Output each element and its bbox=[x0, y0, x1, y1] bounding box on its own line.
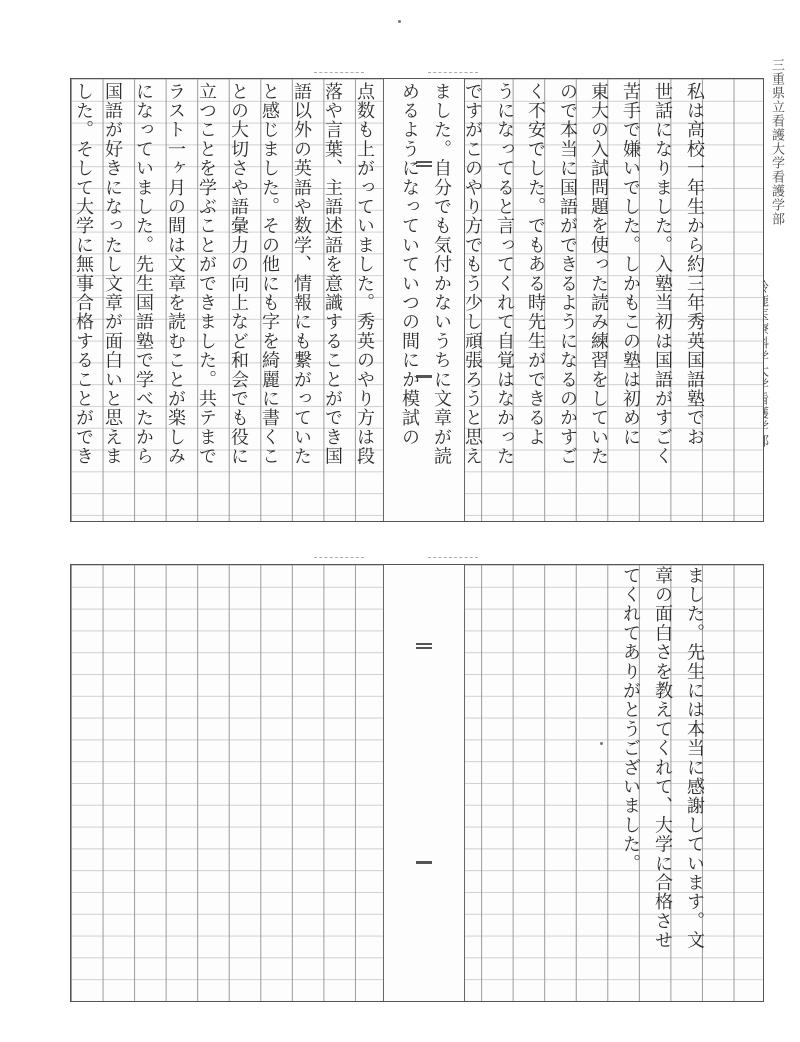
text-column: と感じました。その他にも字を綺麗に書くこ bbox=[259, 82, 280, 466]
text-column: 世話になりました。入塾当初は国語がすごく bbox=[652, 82, 673, 466]
sheet-gutter-top bbox=[383, 79, 465, 521]
text-column: 章の面白さを教えてくれて、大学に合格させ bbox=[652, 566, 673, 950]
text-column: ラスト一ヶ月の間は文章を読むことが楽しみ bbox=[165, 82, 186, 466]
text-column: になっていました。先生国語塾で学べたから bbox=[133, 82, 154, 466]
stray-dot bbox=[600, 742, 603, 745]
text-column: ですがこのやり方でもう少し頑張ろうと思え bbox=[462, 82, 483, 466]
stray-dot bbox=[398, 20, 401, 23]
text-column: 落や言葉、主語述語を意識することができ国 bbox=[322, 82, 343, 466]
text-column: ました。自分でも気付かないうちに文章が読 bbox=[431, 82, 452, 466]
gutter-mark-upper bbox=[416, 643, 432, 649]
gutter-mark-lower bbox=[416, 861, 432, 864]
sheet-gutter-bottom bbox=[383, 565, 465, 1001]
text-column: 立つことを学ぶことができました。共テまで bbox=[196, 82, 217, 466]
text-column: 私は高校一年生から約三年秀英国語塾でお bbox=[684, 82, 705, 447]
text-column: 語以外の英語や数学、情報にも繋がっていた bbox=[291, 82, 312, 466]
text-column: との大切さや語彙力の向上など和会でも役に bbox=[228, 82, 249, 466]
text-column: うになってると言ってくれて自覚はなかった bbox=[494, 82, 515, 466]
text-column: ました。先生には本当に感謝しています。文 bbox=[684, 566, 705, 950]
header-university-1: 三重県立看護大学看護学部 bbox=[769, 58, 784, 226]
text-column: 国語が好きになったし文章が面白いと思えま bbox=[102, 82, 123, 466]
top-sheet-dash-right bbox=[428, 72, 478, 73]
text-column: めるようになっていていつの間にか模試の bbox=[399, 82, 420, 447]
text-column: てくれてありがとうございました。 bbox=[620, 566, 641, 874]
text-column: した。そして大学に無事合格することができ bbox=[73, 82, 94, 466]
text-column: 苦手で嫌いでした。しかもこの塾は初めに bbox=[620, 82, 641, 447]
text-column: 点数も上がっていました。秀英のやり方は段 bbox=[354, 82, 375, 466]
top-sheet-dash-left bbox=[314, 72, 364, 73]
bottom-sheet-dash-right bbox=[428, 557, 478, 558]
text-column: ので本当に国語ができるようになるのかすご bbox=[557, 82, 578, 466]
bottom-sheet-dash-left bbox=[314, 557, 364, 558]
text-column: く不安でした。でもある時先生ができるよ bbox=[525, 82, 546, 447]
text-column: 東大の入試問題を使った読み練習をしていた bbox=[588, 82, 609, 466]
